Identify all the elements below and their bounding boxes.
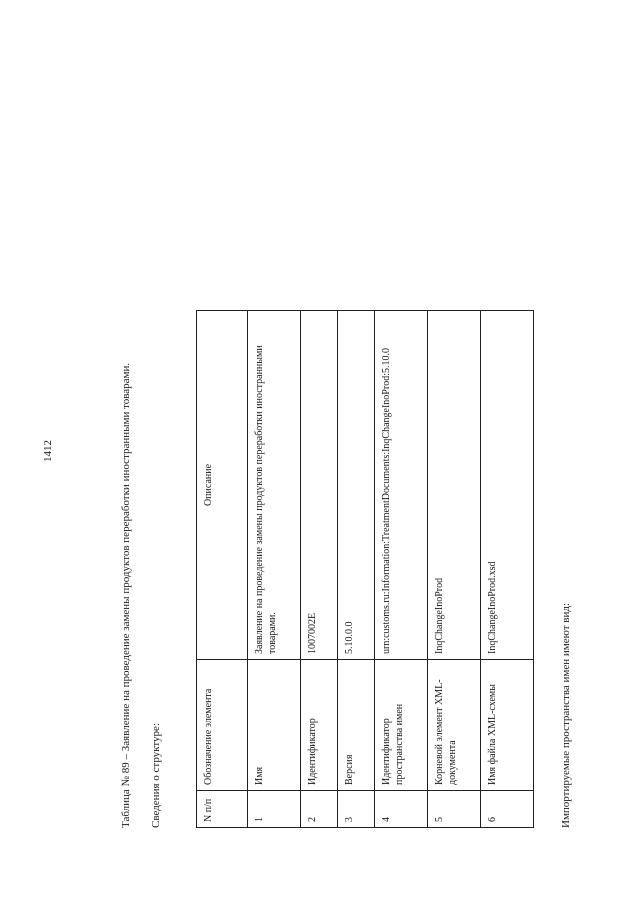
- header-num: N п/п: [197, 791, 248, 828]
- table-row: [338, 311, 375, 828]
- row-num: 1: [248, 791, 301, 828]
- row-element: Версия: [338, 660, 375, 791]
- table-row: [248, 311, 301, 828]
- header-description: Описание: [197, 311, 248, 660]
- row-description: InqChangeInoProd: [428, 311, 481, 660]
- header-element: Обозначение элемента: [197, 660, 248, 791]
- row-element: Идентификатор: [301, 660, 338, 791]
- row-num: 3: [338, 791, 375, 828]
- row-num: 4: [375, 791, 428, 828]
- row-description: 1007002E: [301, 311, 338, 660]
- row-element: Корневой элемент XML-документа: [428, 660, 481, 791]
- table-caption: Таблица № 89 – Заявление на проведение замены продуктов переработки иностранными товарами.: [120, 362, 132, 828]
- document-body: [108, 248, 578, 848]
- row-description: InqChangeInoProd.xsd: [481, 311, 534, 660]
- table-row: [428, 311, 481, 828]
- row-element: Идентификатор пространства имен: [375, 660, 428, 791]
- row-num: 6: [481, 791, 534, 828]
- row-element: Имя файла XML-схемы: [481, 660, 534, 791]
- table-row: [481, 311, 534, 828]
- structure-heading: Сведения о структуре:: [150, 723, 162, 828]
- table-row: [375, 311, 428, 828]
- page-number: 1412: [42, 440, 54, 462]
- footer-text: Импортируемые пространства имен имеют вид:: [560, 602, 572, 828]
- row-num: 5: [428, 791, 481, 828]
- structure-table: [196, 310, 534, 828]
- table-row: [301, 311, 338, 828]
- table-header-row: [197, 311, 248, 828]
- row-num: 2: [301, 791, 338, 828]
- row-description: Заявление на проведение замены продуктов переработки иностранными товарами.: [248, 311, 301, 660]
- row-description: 5.10.0.0: [338, 311, 375, 660]
- row-description: urn:customs.ru:Information:TreatmentDocuments:InqChangeInoProd:5.10.0: [375, 311, 428, 660]
- row-element: Имя: [248, 660, 301, 791]
